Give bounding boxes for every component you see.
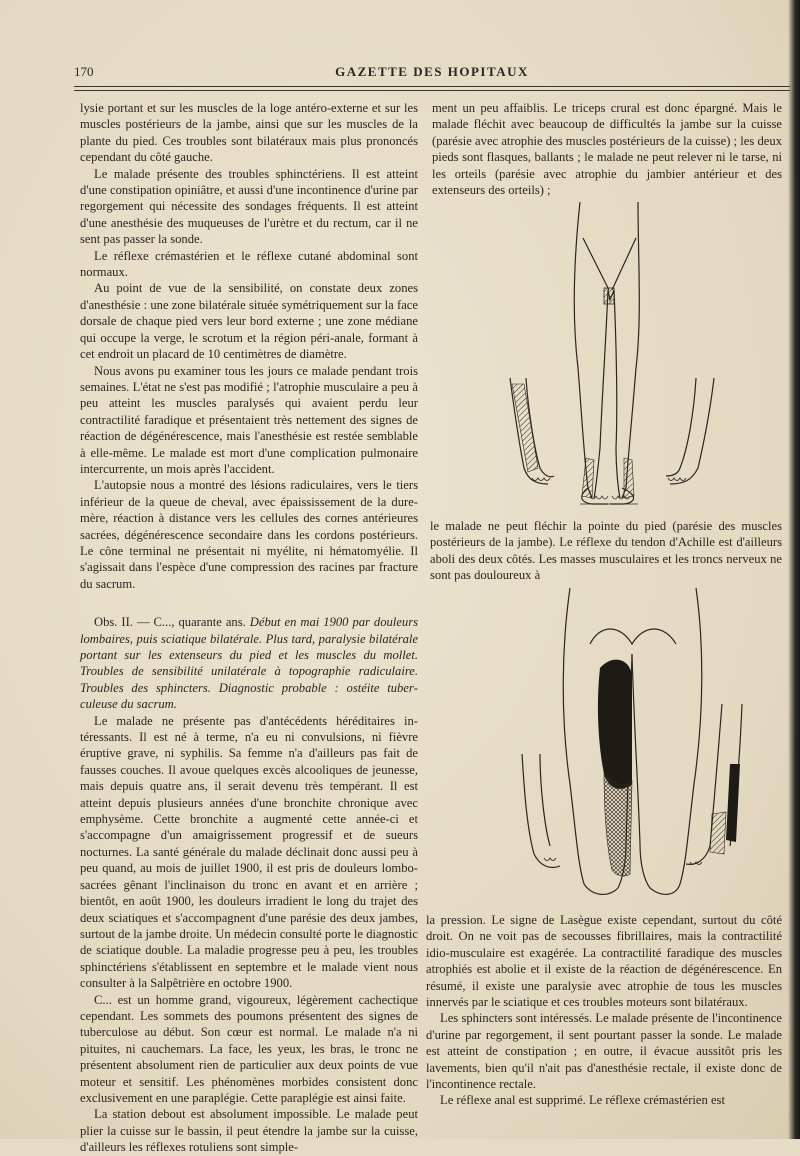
- back-legs-illustration: [500, 584, 762, 904]
- paragraph: Le malade présente des troubles sphinctériens. Il est atteint d'une constipation opiniâtre, et aussi d'une incontinence d'urine par regorgement qui nécessite des sondages fréquents. Il est atteint d'une anesthésie des muqueuses de l'urètre et du rectum, car il ne sent pas passer la sonde.: [80, 166, 418, 247]
- observation-lead: Obs. II. — C..., quarante ans.: [94, 615, 250, 630]
- paragraph: L'autopsie nous a montré des lésions radiculaires, vers le tiers inférieur de la queue de cheval, avec épaississement de la dure-mère, réaction à distance vers les cellules des cornes antérieures sacrées, dégénérescence secondaire dans les cordons postérieurs. Le cône terminal ne présentait ni myélite, ni hématomyélie. Il s'agissait dans l'espèce d'une compression des racines par fracture du sacrum.: [80, 478, 418, 591]
- paragraph: Nous avons pu examiner tous les jours ce malade pendant trois semaines. L'état ne s'est pas modifié ; l'atrophie musculaire a peu à peu atteint les muscles paralysés qui avaient perdu leur contractilité faradique et présentaient très nettement des signes de réaction de dégénérescence, mais l'anesthésie est restée semblable à elle-même. Le malade est mort d'une complication pulmonaire intercurrente, un mois après l'accident.: [80, 363, 418, 476]
- figure-front-legs: [488, 198, 748, 510]
- paragraph: le malade ne peut fléchir la pointe du pied (parésie des muscles postérieurs de la jambe). Le réflexe du tendon d'Achille est d'ailleurs aboli des deux côtés. Les masses musculaires et les troncs nerveux ne sont pas douloureux à: [430, 519, 782, 583]
- figure-back-legs: [500, 584, 762, 904]
- paragraph: lysie portant et sur les muscles de la loge antéro-externe et sur les muscles postérieurs de la jambe, ainsi que sur les muscles de la plante du pied. Ces troubles sont bilatéraux mais plus prononcés cependant du côté gauche.: [80, 101, 418, 165]
- paragraph: C... est un homme grand, vigoureux, légèrement cachectique cependant. Les sommets des poumons présentent des signes de tuberculose au début. Son cœur est normal. Le malade n'a ni pituites, ni cauchemars. La face, les yeux, les bras, le tronc ne présentent absolument rien de particulier aux deux points de vue moteur et sensitif. Les phénomènes morbides consistent donc exclusivement en une paraplégie. Cette paraplégie est ainsi faite.: [80, 992, 418, 1105]
- right-column-block-2: [430, 518, 782, 584]
- paragraph: la pression. Le signe de Lasègue existe cependant, surtout du côté droit. On ne voit pas de secousses fibrillaires, mais la contractilité idio-musculaire est exagérée. La contractilité faradique des muscles atrophiés est abolie et il existe de la réaction de dégénérescence. En résumé, il existe une paralysie avec atrophie de tous les muscles innervés par le sciatique et ces troubles moteurs sont bilatéraux.: [426, 913, 782, 1010]
- page-edge-shadow: [788, 0, 800, 1139]
- paragraph: ment un peu affaiblis. Le triceps crural est donc épargné. Mais le malade fléchit avec beaucoup de difficultés la jambe sur la cuisse (parésie avec atrophie des muscles postérieurs de la cuisse) ; les deux pieds sont flasques, ballants ; le malade ne peut relever ni le tarse, ni les orteils (parésie avec atrophie du jambier antérieur et des extenseurs des orteils) ;: [432, 101, 782, 198]
- page-number: 170: [74, 64, 94, 79]
- left-column: [80, 100, 418, 1156]
- observation-summary: Début en mai 1900 par douleurs lombaires, puis sciatique bilatérale. Plus tard, paralysie bilatérale portant sur les extenseurs du pied et les muscles du mollet. Troubles de sensibilité unilatérale à topographie radiculaire. Troubles des sphincters. Diagnostic probable : ostéite tuberculeuse du sacrum.: [80, 615, 418, 712]
- paragraph: La station debout est absolument impossible. Le malade peut plier la cuisse sur le bassin, il peut étendre la jambe sur la cuisse, d'ailleurs les réflexes rotuliens sont simple-: [80, 1107, 418, 1155]
- front-legs-illustration: [488, 198, 748, 510]
- paragraph: Le réflexe crémastérien et le réflexe cutané abdominal sont normaux.: [80, 248, 418, 280]
- right-column-block-1: [432, 100, 782, 198]
- header-rule-thin: [74, 90, 790, 91]
- page-header: [74, 64, 790, 86]
- paragraph: Le malade ne présente pas d'antécédents héréditaires intéressants. Il est né à terme, n'a eu ni convulsions, ni fièvre éruptive grave, ni syphilis. Sa femme n'a d'ailleurs pas fait de fausses couches. Il avoue quelques excès alcooliques de jeunesse, mais depuis quatre ans, il serait devenu très tempérant. Il est atteint depuis plusieurs années d'une bronchite chronique avec emphysème. Cette bronchite a augmenté cette année-ci et s'accompagne d'un amaigrissement progressif et de sueurs nocturnes. La santé générale du malade déclinait donc aussi peu à peu quand, au mois de juillet 1900, il est pris de douleurs lombo-sacrées gênant l'inclinaison du tronc en avant et en arrière ; bientôt, en août 1900, les douleurs irradient le long du trajet des deux sciatiques et s'accompagnent d'une parésie des deux jambes, surtout de la jambe droite. Un médecin consulté porte le diagnostic de sciatique double. La maladie progresse peu à peu, les troubles sphinctériens s'établissent en septembre et le malade vient nous consulter à la Salpêtrière en octobre 1900.: [80, 713, 418, 991]
- observation-heading: [80, 614, 418, 712]
- paragraph: Le réflexe anal est supprimé. Le réflexe crémastérien est: [440, 1093, 725, 1108]
- header-rule-thick: [74, 86, 790, 87]
- right-column-block-3: [426, 912, 782, 1109]
- publication-title: GAZETTE DES HOPITAUX: [335, 64, 529, 79]
- paragraph: Au point de vue de la sensibilité, on constate deux zones d'anesthésie : une zone bilatérale située symétriquement sur la face dorsale de chaque pied vers leur bord externe ; une zone médiane qui occupe la verge, le scrotum et la région péri-anale, formant à cet endroit un placard de 10 centimètres de diamètre.: [80, 281, 418, 362]
- paragraph: Les sphincters sont intéressés. Le malade présente de l'incontinence d'urine par regorgement, il sent pourtant passer la sonde. Le malade est atteint de constipation ; en outre, il évacue aussitôt pris les lavements, bien qu'il n'ait pas d'anesthésie rectale, il existe donc de l'incontinence rectale.: [426, 1011, 782, 1092]
